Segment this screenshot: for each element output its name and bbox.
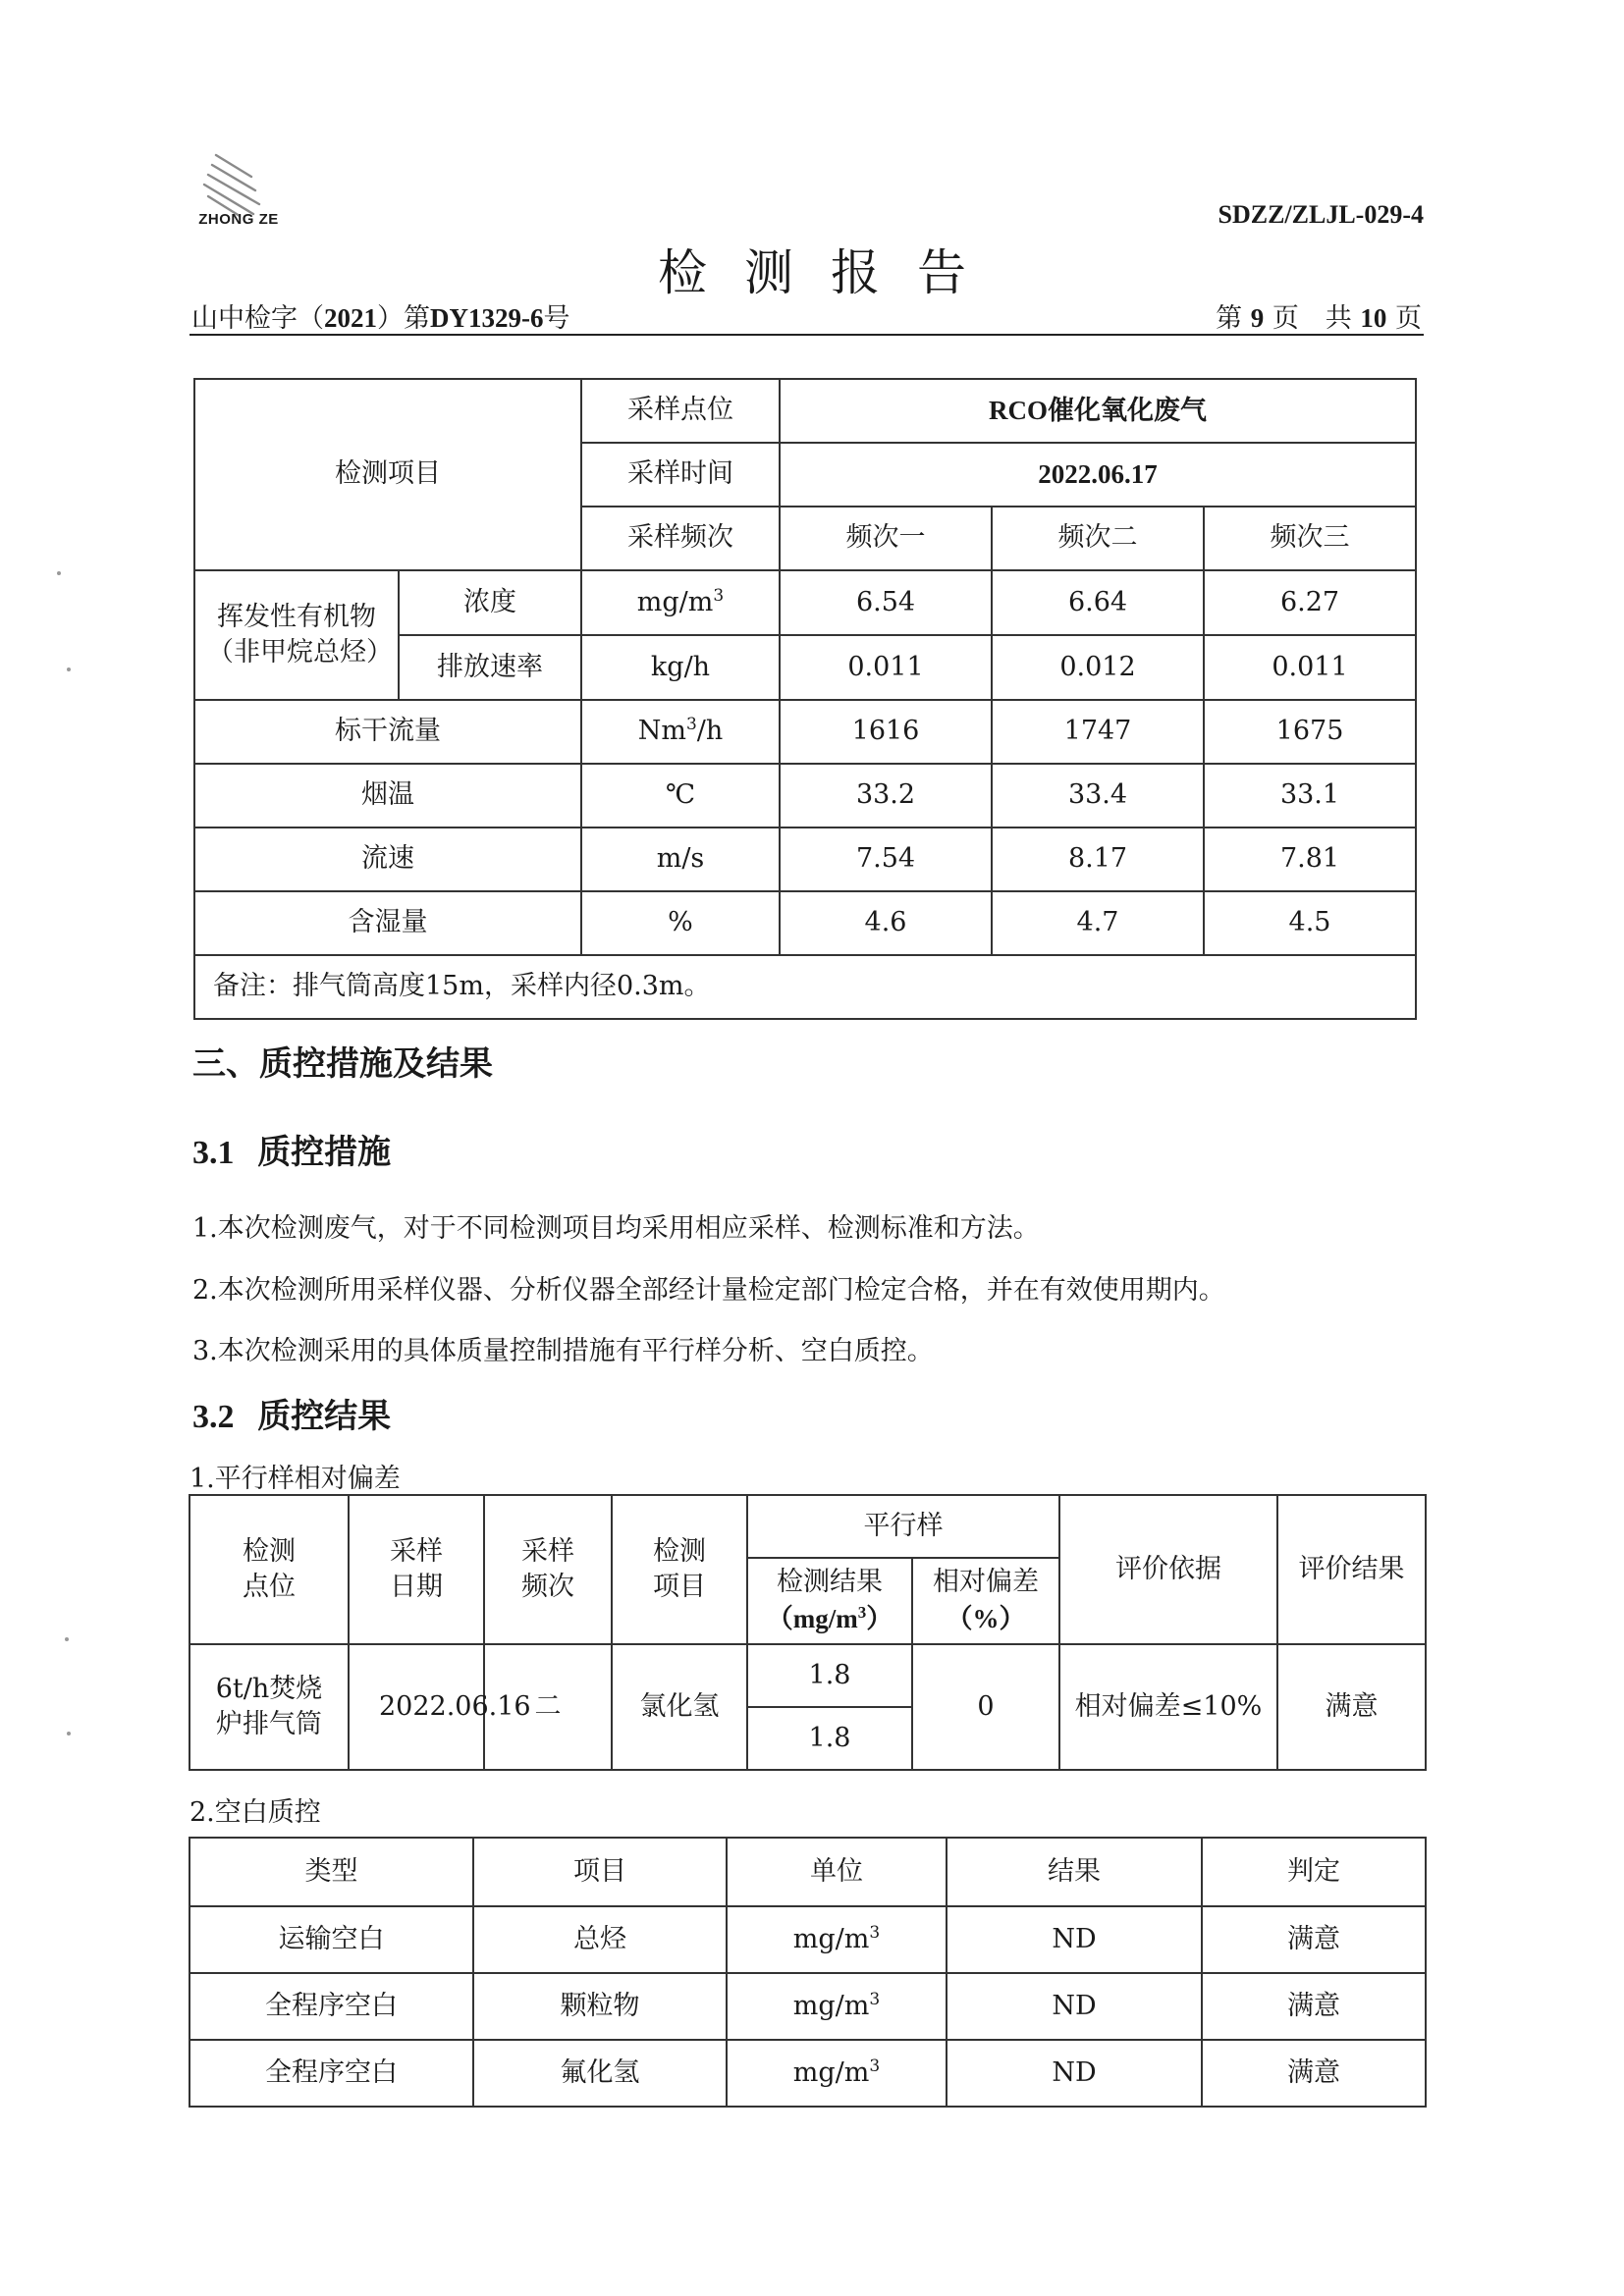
- table-cell: ND: [947, 1906, 1202, 1973]
- qc-item-2: 2.本次检测所用采样仪器、分析仪器全部经计量检定部门检定合格，并在有效使用期内。: [192, 1275, 1225, 1306]
- table-cell: 0.011: [780, 635, 992, 700]
- table-row: [189, 1906, 1426, 1973]
- h-item: 检测项目: [612, 1495, 747, 1644]
- temp-unit: ℃: [581, 764, 780, 828]
- h-point: 检测点位: [189, 1495, 349, 1644]
- h-result: 结果: [947, 1838, 1202, 1906]
- h-basis: 评价依据: [1059, 1495, 1277, 1644]
- rate-label: 排放速率: [399, 635, 581, 700]
- freq-label: 采样频次: [581, 507, 780, 570]
- table-cell: 1675: [1204, 700, 1416, 764]
- table-cell: 6.54: [780, 570, 992, 635]
- table-cell: $mg/m^3$: [727, 2040, 947, 2107]
- report-number: 山中检字（2021）第DY1329-6号: [191, 303, 570, 334]
- table-cell: $mg/m^3$: [727, 1906, 947, 1973]
- h-dev: 相对偏差 （%）: [912, 1558, 1059, 1644]
- h-type: 类型: [189, 1838, 473, 1906]
- table-cell: ND: [947, 1973, 1202, 2040]
- table-cell: 4.7: [992, 891, 1204, 955]
- table-cell: 全程序空白: [189, 1973, 473, 2040]
- eval: 满意: [1277, 1644, 1426, 1770]
- basis: 相对偏差≤10%: [1059, 1644, 1277, 1770]
- freq: 二: [484, 1644, 612, 1770]
- subsection-3-2: 3.2 质控结果: [192, 1397, 392, 1436]
- table-note: 备注：排气筒高度15m，采样内径0.3m。: [194, 955, 1416, 1019]
- document-code: SDZZ/ZLJL-029-4: [1218, 200, 1424, 229]
- table-cell: 0.012: [992, 635, 1204, 700]
- blank-qc-table: [189, 1837, 1427, 2108]
- table-cell: 颗粒物: [473, 1973, 727, 2040]
- table-cell: 33.4: [992, 764, 1204, 828]
- report-subheader: [189, 294, 1424, 336]
- table-cell: 1747: [992, 700, 1204, 764]
- table-cell: 7.81: [1204, 828, 1416, 891]
- section-heading: 三、质控措施及结果: [192, 1044, 493, 1084]
- moist-unit: %: [581, 891, 780, 955]
- page-number: 第 9 页 共 10 页: [1216, 303, 1422, 334]
- table-cell: 4.6: [780, 891, 992, 955]
- table-cell: 6.64: [992, 570, 1204, 635]
- table-cell: 总烃: [473, 1906, 727, 1973]
- table-cell: 满意: [1202, 1906, 1426, 1973]
- table-cell: 8.17: [992, 828, 1204, 891]
- table-row: [189, 1973, 1426, 2040]
- h-parallel: 平行样: [747, 1495, 1059, 1558]
- h-judge: 判定: [1202, 1838, 1426, 1906]
- point-value: RCO催化氧化废气: [780, 379, 1416, 443]
- conc-label: 浓度: [399, 570, 581, 635]
- table-cell: 满意: [1202, 1973, 1426, 2040]
- h-project: 项目: [473, 1838, 727, 1906]
- temp-label: 烟温: [194, 764, 581, 828]
- speed-label: 流速: [194, 828, 581, 891]
- h-unit: 单位: [727, 1838, 947, 1906]
- table-cell: 全程序空白: [189, 2040, 473, 2107]
- qc-item-1: 1.本次检测废气，对于不同检测项目均采用相应采样、检测标准和方法。: [192, 1213, 1040, 1244]
- table-cell: 33.1: [1204, 764, 1416, 828]
- table-row: [189, 2040, 1426, 2107]
- freq-2: 频次二: [992, 507, 1204, 570]
- flow-unit: Nm$^3$/h: [581, 700, 780, 764]
- voc-label: 挥发性有机物（非甲烷总烃）: [194, 570, 399, 700]
- h-eval: 评价结果: [1277, 1495, 1426, 1644]
- table-cell: 7.54: [780, 828, 992, 891]
- dev: 0: [912, 1644, 1059, 1770]
- item-header: 检测项目: [194, 379, 581, 570]
- table-cell: 4.5: [1204, 891, 1416, 955]
- date: 2022.06.16: [349, 1644, 484, 1770]
- time-label: 采样时间: [581, 443, 780, 507]
- moist-label: 含湿量: [194, 891, 581, 955]
- conc-unit: $mg/m^3$: [581, 570, 780, 635]
- rate-unit: kg/h: [581, 635, 780, 700]
- table-cell: 氟化氢: [473, 2040, 727, 2107]
- h-result: 检测结果 $(mg/m^3)$: [747, 1558, 912, 1644]
- page-title: 检测报告: [658, 244, 1003, 301]
- item: 氯化氢: [612, 1644, 747, 1770]
- parallel-subtitle: 1.平行样相对偏差: [189, 1464, 401, 1494]
- table-cell: $mg/m^3$: [727, 1973, 947, 2040]
- logo-text: ZHONG ZE: [198, 211, 279, 228]
- table-cell: 满意: [1202, 2040, 1426, 2107]
- subsection-3-1: 3.1 质控措施: [192, 1133, 392, 1172]
- time-value: 2022.06.17: [780, 443, 1416, 507]
- qc-item-3: 3.本次检测采用的具体质量控制措施有平行样分析、空白质控。: [192, 1336, 934, 1366]
- emission-results-table: [193, 378, 1417, 1020]
- table-cell: 6.27: [1204, 570, 1416, 635]
- table-cell: ND: [947, 2040, 1202, 2107]
- flow-label: 标干流量: [194, 700, 581, 764]
- table-cell: 运输空白: [189, 1906, 473, 1973]
- freq-3: 频次三: [1204, 507, 1416, 570]
- table-cell: 33.2: [780, 764, 992, 828]
- point-label: 采样点位: [581, 379, 780, 443]
- blank-subtitle: 2.空白质控: [189, 1797, 321, 1828]
- result-2: 1.8: [747, 1707, 912, 1770]
- h-date: 采样日期: [349, 1495, 484, 1644]
- table-cell: 1616: [780, 700, 992, 764]
- point: 6t/h焚烧炉排气筒: [189, 1644, 349, 1770]
- speed-unit: m/s: [581, 828, 780, 891]
- table-cell: 0.011: [1204, 635, 1416, 700]
- h-freq: 采样频次: [484, 1495, 612, 1644]
- result-1: 1.8: [747, 1644, 912, 1707]
- freq-1: 频次一: [780, 507, 992, 570]
- parallel-sample-table: [189, 1494, 1427, 1771]
